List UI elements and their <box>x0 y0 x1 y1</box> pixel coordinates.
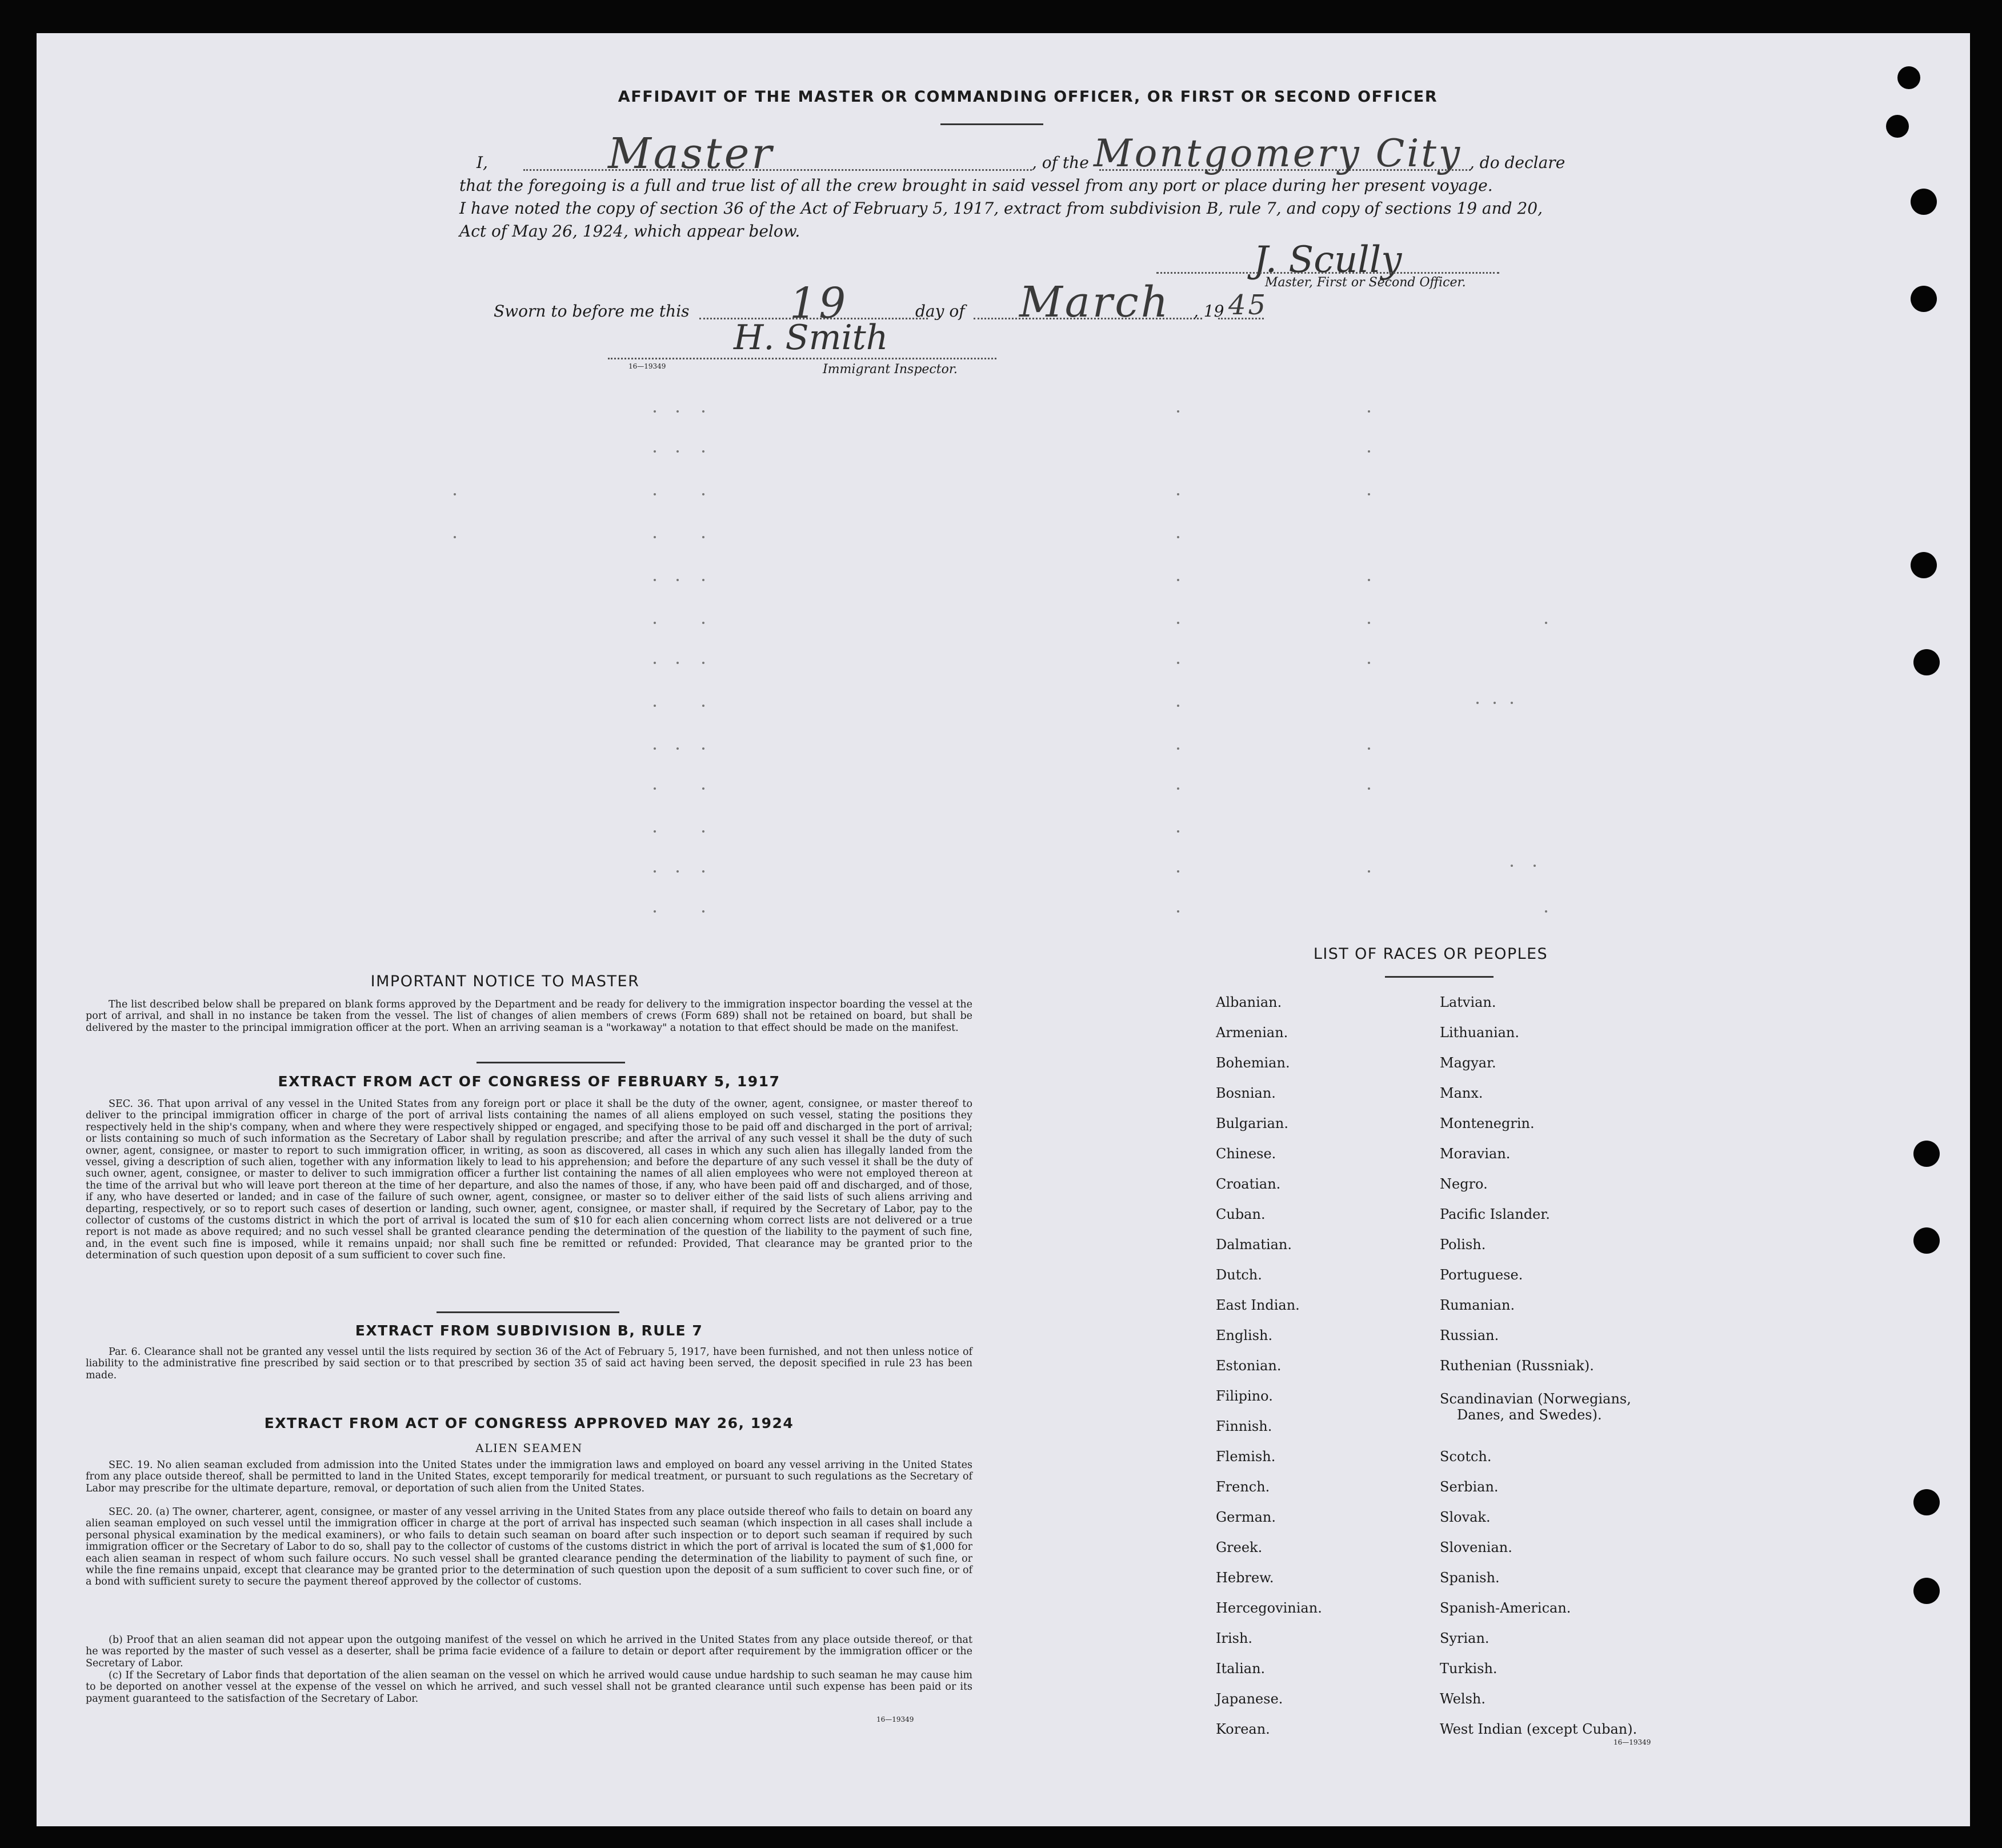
extract2-title: EXTRACT FROM SUBDIVISION B, RULE 7 <box>355 1322 703 1339</box>
sworn-label: Sworn to before me this <box>494 302 690 321</box>
speck <box>654 830 656 833</box>
speck <box>676 410 679 413</box>
speck <box>702 410 704 413</box>
race-item: Filipino. <box>1216 1388 1273 1404</box>
speck <box>654 410 656 413</box>
speck <box>1476 702 1479 704</box>
race-item: Albanian. <box>1216 994 1282 1010</box>
race-item: French. <box>1216 1479 1270 1495</box>
speck <box>654 493 656 495</box>
race-item: Dalmatian. <box>1216 1237 1292 1253</box>
race-item: Montenegrin. <box>1440 1115 1535 1131</box>
form-number-top: 16—19349 <box>628 362 666 370</box>
extract3-sec19: SEC. 19. No alien seaman excluded from admission into the United States under the immigration laws and employed on board any vessel arriving in the United States from any place outside thereof, shall be permitted to land in the United States, except temporarily for medical treatment, or pursuant to such regulations as the Secretary of Labor may prescribe for the ultimate departure, removal, or deportation of such alien from the United States. <box>86 1459 972 1494</box>
speck <box>1368 493 1370 495</box>
race-item: German. <box>1216 1509 1276 1525</box>
speck <box>1368 662 1370 664</box>
speck <box>702 622 704 624</box>
speck <box>676 870 679 873</box>
speck <box>1177 910 1179 913</box>
punch-hole <box>1911 286 1937 312</box>
speck <box>1511 865 1513 867</box>
day-of-label: day of <box>915 302 965 321</box>
speck <box>1533 865 1536 867</box>
speck <box>1545 622 1547 624</box>
race-item: Slovak. <box>1440 1509 1491 1525</box>
speck <box>654 747 656 750</box>
race-item: Bulgarian. <box>1216 1115 1288 1131</box>
race-item: Turkish. <box>1440 1661 1498 1677</box>
extract1-divider <box>437 1311 619 1313</box>
notice-divider <box>477 1062 625 1063</box>
punch-hole <box>1913 1227 1940 1254</box>
form-number-right: 16—19349 <box>1613 1738 1651 1746</box>
speck <box>1368 579 1370 581</box>
sworn-year-handwritten: 45 <box>1228 289 1268 321</box>
extract3-sec20c: (c) If the Secretary of Labor finds that deportation of the alien seaman on the vessel on which he arrived would cause undue hardship to such seaman he may cause him to be deported on another vessel at the expense of the vessel on which he arrived, and such vessel shall not be granted clearance until such expense has been paid or its payment guaranteed to the satisfaction of the Secretary of Labor. <box>86 1670 972 1705</box>
race-item: Russian. <box>1440 1327 1499 1343</box>
punch-hole <box>1897 66 1920 89</box>
extract3-sec20a: SEC. 20. (a) The owner, charterer, agent, consignee, or master of any vessel arriving in the United States from any place outside thereof who fails to detain on board any alien seaman employed on such vessel until the immigration officer in charge at the port of arrival has inspected such seaman (which inspection in all cases shall include a personal physical examination by the medical examiners), or who fails to detain such seaman on board after such inspection or to deport such seaman if required by such immigration officer or the Secretary of Labor to do so, shall pay to the collector of customs of the customs district in which the port of arrival is located the sum of $1,000 for each alien seaman in respect of whom such failure occurs. No such vessel shall be granted clearance pending the determination of the liability to payment of such fine, or while the fine remains unpaid, except that clearance may be granted prior to the determination of such question upon the deposit of a sum sufficient to cover such fine, or of a bond with sufficient surety to secure the payment thereof approved by the collector of customs. <box>86 1506 972 1588</box>
punch-hole <box>1911 189 1937 215</box>
speck <box>654 536 656 538</box>
extract3-subtitle: ALIEN SEAMEN <box>475 1441 583 1455</box>
race-item: Irish. <box>1216 1630 1253 1646</box>
notice-body: The list described below shall be prepared on blank forms approved by the Department and be ready for delivery to the immigration inspector boarding the vessel at the port of arrival, and shall in no instance be taken from the vessel. The list of changes of alien members of crews (Form 689) shall not be retained on board, but shall be delivered by the master to the principal immigration officer at the port. When an arriving seaman is a "workaway" a notation to that effect should be made on the manifest. <box>86 999 972 1034</box>
inspector-signature-line <box>608 358 996 359</box>
speck <box>654 870 656 873</box>
of-the-label: , of the <box>1032 153 1089 172</box>
race-item: Rumanian. <box>1440 1297 1515 1313</box>
notice-title: IMPORTANT NOTICE TO MASTER <box>370 973 640 990</box>
race-item: Japanese. <box>1216 1691 1283 1707</box>
officer-rank-handwritten: Master <box>608 129 774 178</box>
document-sheet <box>37 33 1970 1826</box>
punch-hole <box>1913 1141 1940 1167</box>
extract1-title: EXTRACT FROM ACT OF CONGRESS OF FEBRUARY 5, 1917 <box>278 1073 780 1090</box>
officer-rank-line <box>523 169 1032 171</box>
speck <box>654 450 656 453</box>
affidavit-line-2: that the foregoing is a full and true list of all the crew brought in said vessel from any port or place during her present voyage. <box>459 176 1493 195</box>
speck <box>1494 702 1496 704</box>
race-item: Hercegovinian. <box>1216 1600 1322 1616</box>
affidavit-i-label: I, <box>477 153 488 172</box>
speck <box>676 662 679 664</box>
race-item: Croatian. <box>1216 1176 1281 1192</box>
race-item: Pacific Islander. <box>1440 1206 1550 1222</box>
speck <box>1177 787 1179 790</box>
speck <box>1177 536 1179 538</box>
master-signature: J. Scully <box>1254 239 1402 281</box>
races-title: LIST OF RACES OR PEOPLES <box>1313 945 1548 963</box>
race-item: Spanish-American. <box>1440 1600 1571 1616</box>
punch-hole <box>1911 552 1937 578</box>
race-item: West Indian (except Cuban). <box>1440 1721 1637 1737</box>
speck <box>702 662 704 664</box>
extract3-sec20b: (b) Proof that an alien seaman did not appear upon the outgoing manifest of the vessel on which he arrived in the United States from any place outside thereof, or that he was reported by the master of such vessel as a deserter, shall be prima facie evidence of a failure to detain or deport after requirement by the immigration officer or the Secretary of Labor. <box>86 1634 972 1669</box>
punch-hole <box>1913 1578 1940 1604</box>
speck <box>702 747 704 750</box>
speck <box>654 910 656 913</box>
affidavit-line-3: I have noted the copy of section 36 of the Act of February 5, 1917, extract from subdivision B, rule 7, and copy of sections 19 and 20, <box>459 199 1543 218</box>
speck <box>454 493 456 495</box>
sworn-month-handwritten: March <box>1019 278 1171 327</box>
speck <box>654 662 656 664</box>
speck <box>654 622 656 624</box>
race-item: Portuguese. <box>1440 1267 1523 1283</box>
race-item: Ruthenian (Russniak). <box>1440 1358 1594 1374</box>
race-item: Flemish. <box>1216 1449 1276 1465</box>
master-signature-line <box>1156 272 1499 274</box>
year-prefix-label: , 19 <box>1194 302 1224 321</box>
race-item: Latvian. <box>1440 994 1496 1010</box>
race-item: Manx. <box>1440 1085 1483 1101</box>
extract3-title: EXTRACT FROM ACT OF CONGRESS APPROVED MAY 26, 1924 <box>264 1415 794 1431</box>
speck <box>1177 705 1179 707</box>
speck <box>654 579 656 581</box>
race-item: Scotch. <box>1440 1449 1492 1465</box>
race-item: Bosnian. <box>1216 1085 1276 1101</box>
speck <box>1545 910 1547 913</box>
speck <box>1511 702 1513 704</box>
speck <box>1177 622 1179 624</box>
speck <box>1368 870 1370 873</box>
speck <box>702 450 704 453</box>
race-item: Serbian. <box>1440 1479 1499 1495</box>
speck <box>1177 747 1179 750</box>
race-item: Chinese. <box>1216 1146 1276 1162</box>
speck <box>1368 410 1370 413</box>
punch-hole <box>1913 649 1940 675</box>
speck <box>676 579 679 581</box>
races-divider <box>1385 976 1494 978</box>
race-item: Scandinavian (Norwegians, <box>1440 1391 1631 1407</box>
speck <box>1368 450 1370 453</box>
race-item: Armenian. <box>1216 1025 1288 1041</box>
speck <box>702 705 704 707</box>
vessel-name-handwritten: Montgomery City <box>1094 131 1463 175</box>
form-number-left: 16—19349 <box>876 1715 914 1723</box>
title-divider <box>940 123 1043 125</box>
speck <box>1177 410 1179 413</box>
race-item: East Indian. <box>1216 1297 1300 1313</box>
punch-hole <box>1886 115 1909 138</box>
race-item: English. <box>1216 1327 1273 1343</box>
speck <box>1177 662 1179 664</box>
affidavit-title: AFFIDAVIT OF THE MASTER OR COMMANDING OFFICER, OR FIRST OR SECOND OFFICER <box>618 88 1438 106</box>
speck <box>702 830 704 833</box>
speck <box>1368 787 1370 790</box>
race-item: Slovenian. <box>1440 1539 1512 1555</box>
speck <box>1177 870 1179 873</box>
speck <box>654 787 656 790</box>
speck <box>1368 747 1370 750</box>
race-item: Syrian. <box>1440 1630 1490 1646</box>
race-item: Cuban. <box>1216 1206 1266 1222</box>
speck <box>702 910 704 913</box>
speck <box>1368 622 1370 624</box>
race-item: Korean. <box>1216 1721 1270 1737</box>
race-item: Lithuanian. <box>1440 1025 1520 1041</box>
sworn-day-handwritten: 19 <box>790 279 848 328</box>
extract2-body: Par. 6. Clearance shall not be granted any vessel until the lists required by section 36 of the Act of February 5, 1917, have been furnished, and not then unless notice of liability to the administrative fine prescribed by said section or to that prescribed by section 35 of said act having been served, the deposit specified in rule 23 has been made. <box>86 1346 972 1381</box>
speck <box>702 579 704 581</box>
speck <box>702 870 704 873</box>
race-item: Dutch. <box>1216 1267 1262 1283</box>
speck <box>654 705 656 707</box>
race-item: Spanish. <box>1440 1570 1500 1586</box>
race-item: Welsh. <box>1440 1691 1486 1707</box>
race-item: Moravian. <box>1440 1146 1511 1162</box>
inspector-signature: H. Smith <box>734 318 888 358</box>
master-signature-caption: Master, First or Second Officer. <box>1265 275 1466 290</box>
speck <box>676 450 679 453</box>
speck <box>1177 493 1179 495</box>
race-item: Bohemian. <box>1216 1055 1290 1071</box>
race-item: Finnish. <box>1216 1418 1272 1434</box>
do-declare-label: , do declare <box>1470 153 1565 172</box>
race-item: Italian. <box>1216 1661 1266 1677</box>
race-item: Polish. <box>1440 1237 1486 1253</box>
speck <box>1177 830 1179 833</box>
speck <box>1177 579 1179 581</box>
affidavit-line-4: Act of May 26, 1924, which appear below. <box>459 222 800 241</box>
race-item: Negro. <box>1440 1176 1488 1192</box>
inspector-caption: Immigrant Inspector. <box>823 362 958 377</box>
race-item: Estonian. <box>1216 1358 1282 1374</box>
speck <box>702 787 704 790</box>
speck <box>702 536 704 538</box>
race-item: Magyar. <box>1440 1055 1496 1071</box>
race-item: Danes, and Swedes). <box>1457 1407 1602 1423</box>
punch-hole <box>1913 1489 1940 1515</box>
speck <box>676 747 679 750</box>
extract1-body: SEC. 36. That upon arrival of any vessel in the United States from any foreign port or place it shall be the duty of the owner, agent, consignee, or master thereof to deliver to the principal immigration officer in charge of the port of arrival lists containing the names of all aliens employed on such vessel, stating the positions they respectively held in the ship's company, when and where they were respectively shipped or engaged, and specifying those to be paid off and discharged in the port of arrival; or lists containing so much of such information as the Secretary of Labor shall by regulation prescribe; and after the arrival of any such vessel it shall be the duty of such owner, agent, consignee, or master to report to such immigration officer, in writing, as soon as discovered, all cases in which any such alien has illegally landed from the vessel, giving a description of such alien, together with any information likely to lead to his apprehension; and before the departure of any such vessel it shall be the duty of such owner, agent, consignee, or master to deliver to such immigration officer a further list containing the names of all alien employees who were not employed thereon at the time of the arrival but who will leave port thereon at the time of her departure, and also the names of those, if any, who have been paid off and discharged, and of those, if any, who have deserted or landed; and in case of the failure of such owner, agent, consignee, or master so to deliver either of the said lists of such aliens arriving and departing, respectively, or so to report such cases of desertion or landing, such owner, agent, consignee, or master shall, if required by the Secretary of Labor, pay to the collector of customs of the customs district in which the port of arrival is located the sum of $10 for each alien concerning whom correct lists are not delivered or a true report is not made as above required; and no such vessel shall be granted clearance pending the determination of the question of the liability to the payment of such fine, and, in the event such fine is imposed, while it remains unpaid; nor shall such fine be remitted or refunded: Provided, That clearance may be granted prior to the determination of such question upon deposit of a sum sufficient to cover such fine. <box>86 1098 972 1262</box>
speck <box>454 536 456 538</box>
speck <box>702 493 704 495</box>
race-item: Hebrew. <box>1216 1570 1274 1586</box>
race-item: Greek. <box>1216 1539 1263 1555</box>
